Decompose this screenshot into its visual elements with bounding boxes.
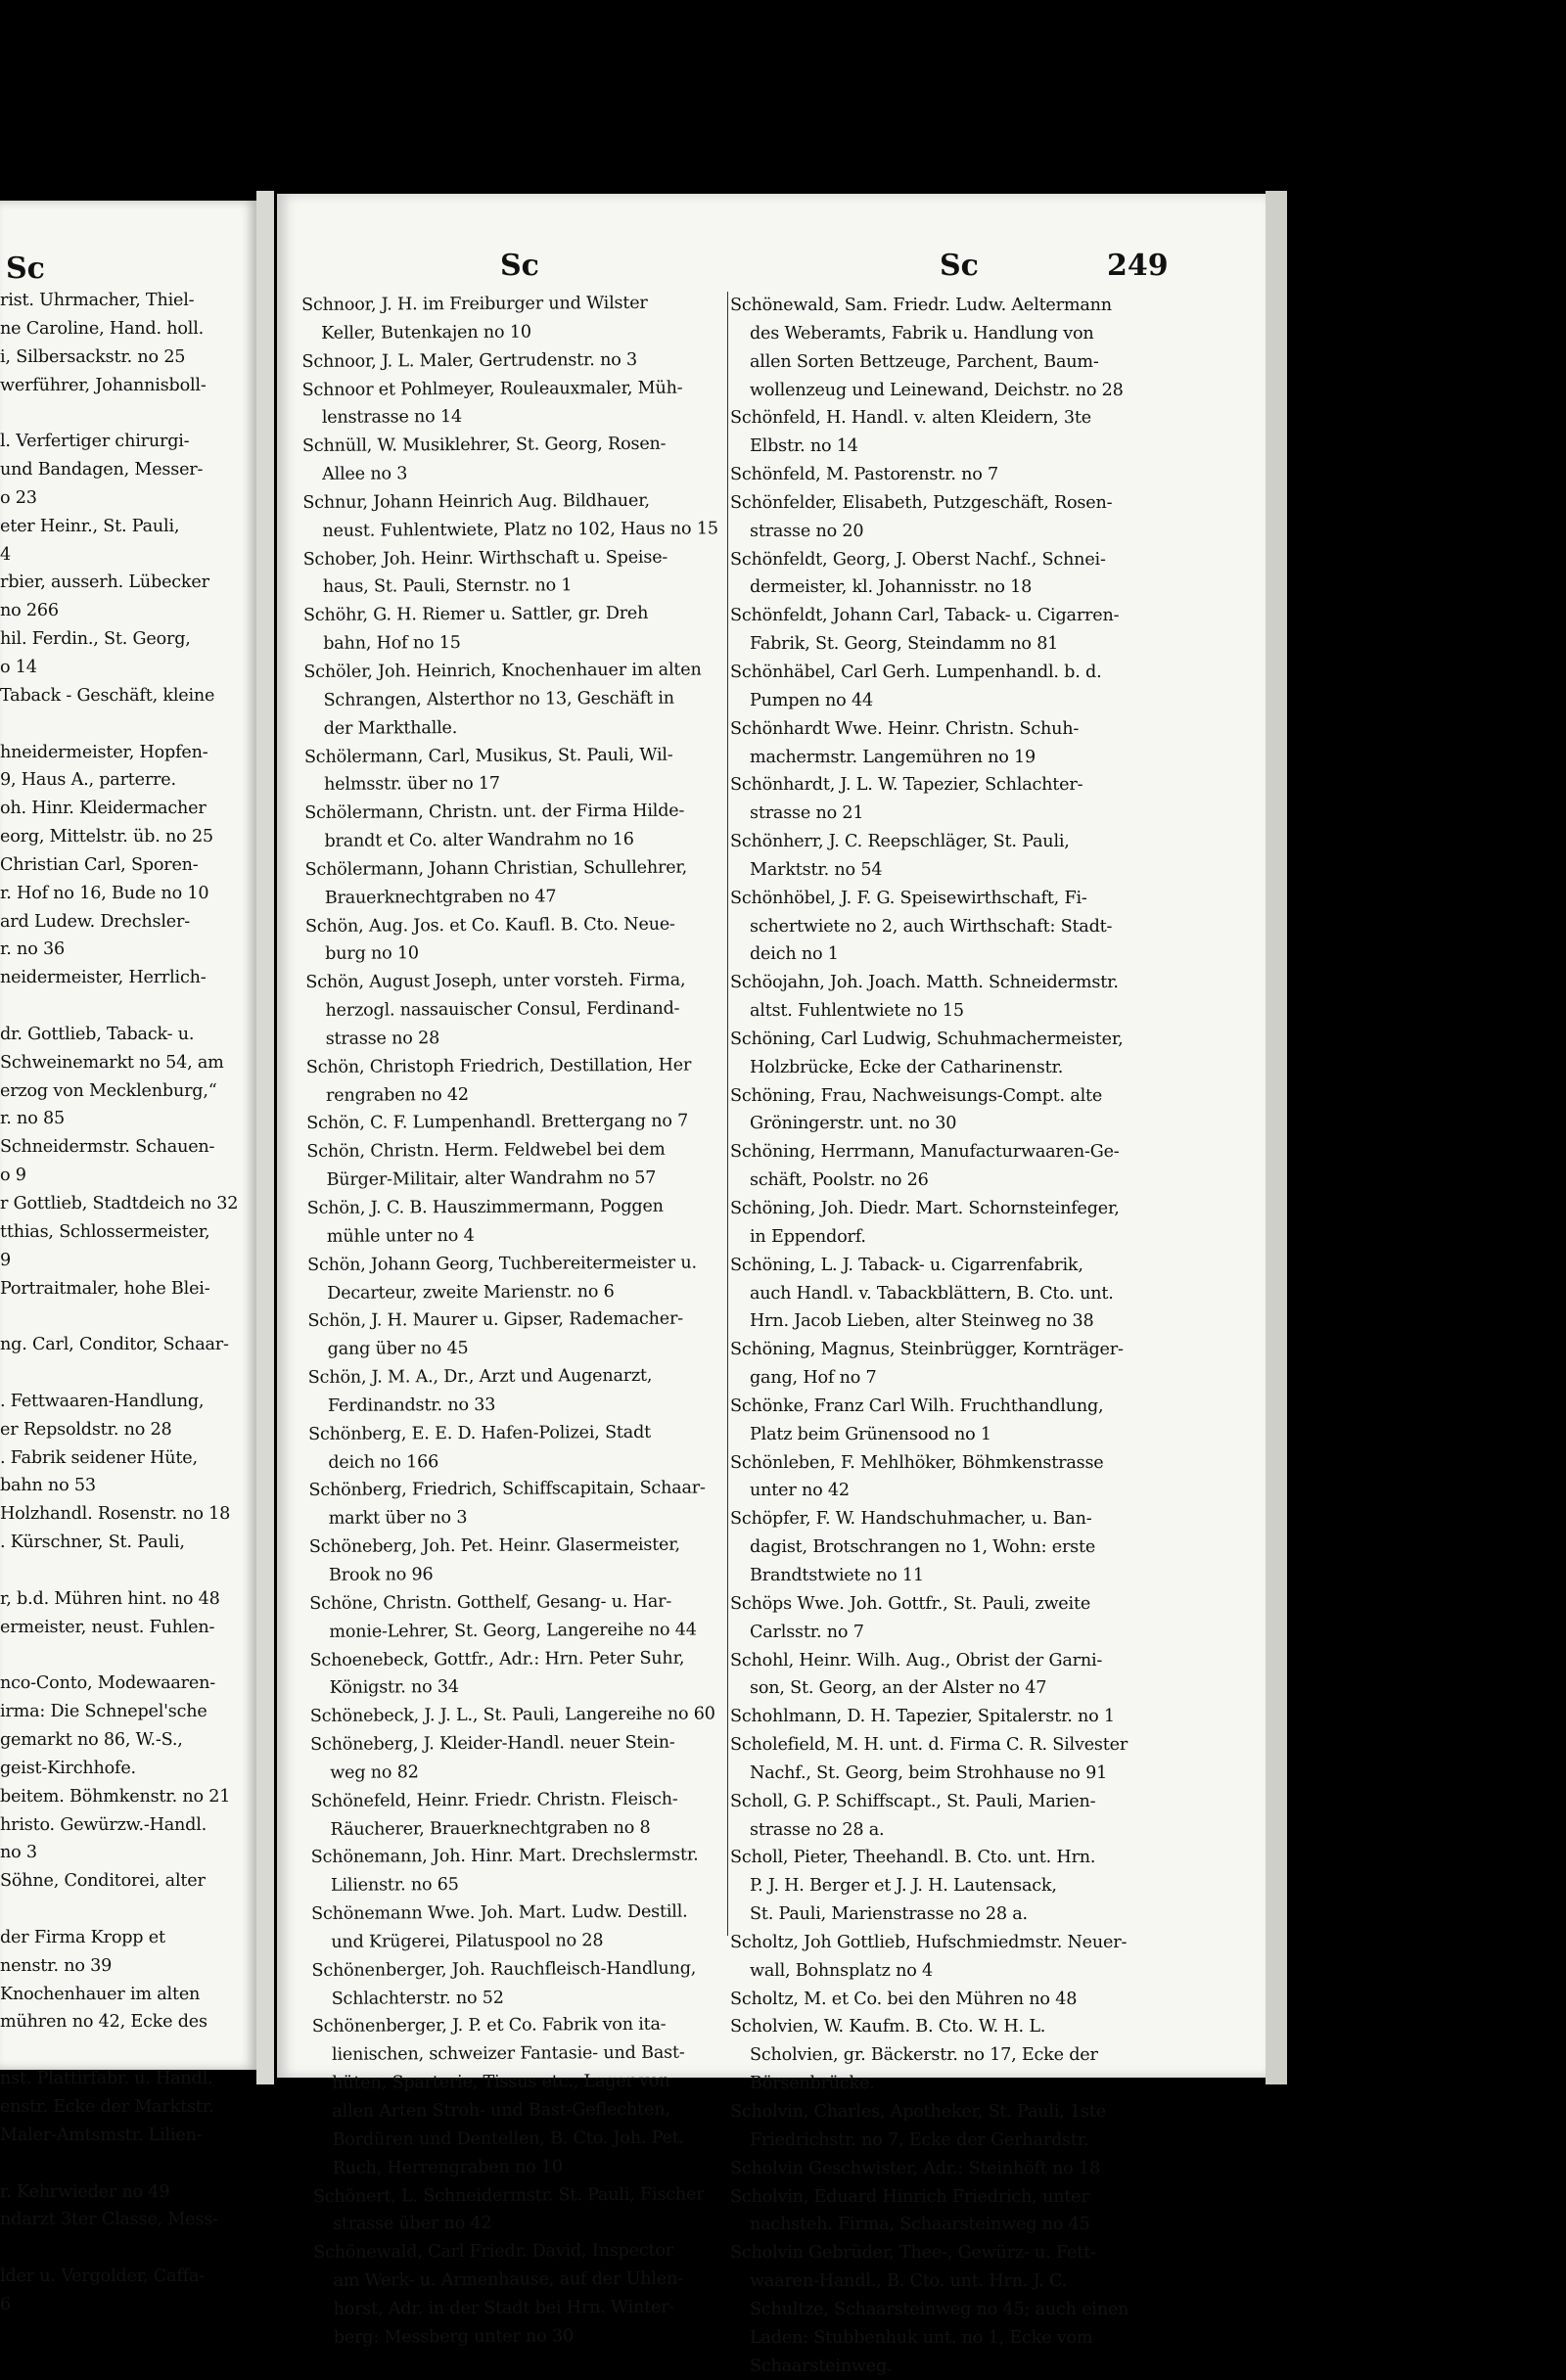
entry-line: machermstr. Langemühren no 19	[750, 747, 1036, 767]
left-page-line: Maler-Amtsmstr. Lilien-	[0, 2125, 203, 2145]
left-page-line: erzog von Mecklenburg,“	[0, 1080, 217, 1101]
left-page-line	[0, 2037, 256, 2065]
directory-entry	[730, 1844, 1249, 1929]
entry-line: Schönhöbel, J. F. G. Speisewirthschaft, Fi-	[730, 888, 1087, 908]
entry-line: helmsstr. über no 17	[324, 774, 500, 796]
entry-line: Schölermann, Johann Christian, Schullehrer,	[304, 857, 688, 880]
directory-entry	[310, 1785, 756, 1844]
entry-line: Schölermann, Christn. unt. der Firma Hilde-	[304, 801, 685, 824]
left-page-line: o 9	[0, 1166, 26, 1186]
entry-line: Schöning, Carl Ludwig, Schuhmachermeister,	[730, 1029, 1124, 1049]
entry-line: neust. Fuhlentwiete, Platz no 102, Haus no 15	[322, 519, 718, 541]
directory-entry	[310, 1728, 756, 1787]
left-page-line: . Kürschner, St. Pauli,	[0, 1533, 185, 1553]
entry-line: Friedrichstr. no 7, Ecke der Gerhardstr.	[750, 2129, 1089, 2150]
column-divider	[727, 292, 728, 1936]
entry-line: Schönefeld, Heinr. Friedr. Christn. Fleisch-	[310, 1789, 678, 1811]
directory-entry	[730, 1138, 1249, 1195]
entry-line: Schöpfer, F. W. Handschuhmacher, u. Ban-	[730, 1509, 1092, 1530]
left-page-line	[0, 1557, 256, 1585]
directory-entry	[307, 1192, 753, 1251]
left-page-line: r. no 85	[0, 1109, 65, 1129]
entry-line: Lilienstr. no 65	[330, 1875, 459, 1897]
entry-line: Scholl, G. P. Schiffscapt., St. Pauli, Marien-	[730, 1791, 1096, 1811]
left-page-line: nst. Plattirfabr. u. Handl.	[0, 2069, 213, 2089]
entry-line: Carlsstr. no 7	[750, 1622, 864, 1642]
entry-line: Räucherer, Brauerknechtgraben no 8	[330, 1817, 651, 1840]
entry-line: Platz beim Grünensood no 1	[750, 1424, 991, 1444]
directory-entry	[730, 292, 1249, 404]
directory-entry	[302, 486, 748, 545]
directory-entry	[730, 1505, 1249, 1590]
entry-line: Scholtz, Joh Gottlieb, Hufschmiedmstr. Neuer-	[730, 1932, 1128, 1952]
entry-line: Schöne, Christn. Gotthelf, Gesang- u. Har-	[309, 1591, 672, 1614]
directory-entry	[730, 969, 1249, 1026]
directory-entry	[730, 546, 1249, 603]
entry-line: Schnoor et Pohlmeyer, Rouleauxmaler, Müh-	[301, 378, 683, 400]
directory-entry	[730, 1449, 1249, 1506]
left-page-line: Schneidermstr. Schauen-	[0, 1137, 215, 1158]
directory-entry	[304, 741, 750, 800]
left-page-line: r. Kehrwieder no 49	[0, 2181, 170, 2202]
directory-entry	[730, 404, 1249, 461]
entry-line: markt über no 3	[328, 1508, 468, 1530]
entry-line: Schoenebeck, Gottfr., Adr.: Hrn. Peter Suhr,	[309, 1648, 685, 1671]
left-page-line	[0, 399, 256, 428]
entry-line: Schnur, Johann Heinrich Aug. Bildhauer,	[302, 490, 650, 513]
entry-line: mühle unter no 4	[326, 1225, 475, 1247]
entry-line: Holzbrücke, Ecke der Catharinenstr.	[750, 1057, 1064, 1077]
left-page-line: lder u. Vergolder, Caffa-	[0, 2266, 205, 2287]
entry-line: Schönherr, J. C. Reepschläger, St. Pauli,	[730, 832, 1070, 852]
entry-line: Schönhäbel, Carl Gerh. Lumpenhandl. b. d.	[730, 662, 1102, 682]
left-page-line: neidermeister, Herrlich-	[0, 968, 207, 988]
left-page-line: ndarzt 3ter Classe, Mess-	[0, 2210, 218, 2230]
entry-line: horst, Adr. in der Stadt bei Hrn. Winter-	[333, 2297, 675, 2319]
entry-line: lienischen, schweizer Fantasie- und Bast-	[331, 2042, 685, 2066]
entry-line: Schönfelder, Elisabeth, Putzgeschäft, Rosen-	[730, 492, 1113, 513]
entry-line: Schnoor, J. L. Maler, Gertrudenstr. no 3	[301, 349, 638, 372]
directory-entry	[303, 599, 749, 658]
entry-line: Gröningerstr. unt. no 30	[750, 1114, 957, 1134]
entry-line: Marktstr. no 54	[750, 859, 883, 880]
left-page	[0, 201, 256, 2314]
directory-entry	[730, 1647, 1249, 1704]
left-page-line: no 3	[0, 1843, 37, 1863]
entry-line: altst. Fuhlentwiete no 15	[750, 1001, 964, 1022]
entry-line: deich no 1	[750, 944, 839, 965]
entry-line: Brook no 96	[328, 1565, 434, 1585]
left-page-line	[0, 1642, 256, 1671]
left-page-line: Taback - Geschäft, kleine	[0, 685, 215, 706]
entry-line: waaren-Handl., B. Cto. unt. Hrn. J. C.	[750, 2271, 1067, 2292]
directory-entry	[730, 659, 1249, 715]
entry-line: am Werk- u. Armenhause, auf der Uhlen-	[333, 2268, 683, 2291]
left-page-line: Holzhandl. Rosenstr. no 18	[0, 1504, 231, 1525]
directory-entry	[309, 1531, 755, 1589]
directory-entry	[301, 345, 747, 377]
left-page-line: . Fettwaaren-Handlung,	[0, 1391, 205, 1411]
left-page-line: geist-Kirchhofe.	[0, 1758, 136, 1778]
directory-entry	[304, 797, 750, 855]
entry-line: strasse no 28 a.	[750, 1819, 885, 1840]
entry-line: Scholl, Pieter, Theehandl. B. Cto. unt. Hrn.	[730, 1848, 1096, 1868]
entry-line: Schön, August Joseph, unter vorsteh. Firma,	[305, 970, 686, 993]
entry-line: Schlachterstr. no 52	[331, 1988, 504, 2009]
directory-entry	[306, 1108, 752, 1139]
directory-entry	[305, 910, 751, 969]
left-page-line: mühren no 42, Ecke des	[0, 2012, 207, 2033]
entry-line: Schultze, Schaarsteinweg no 45; auch einen	[750, 2299, 1129, 2319]
entry-line: Schöhr, G. H. Riemer u. Sattler, gr. Dreh	[302, 604, 649, 626]
entry-line: Börsenbrücke.	[750, 2074, 875, 2094]
entry-line: Scholvien, gr. Bäckerstr. no 17, Ecke der	[750, 2045, 1098, 2066]
entry-line: Scholvin, Eduard Hinrich Friedrich, unter	[730, 2186, 1089, 2207]
entry-line: St. Pauli, Marienstrasse no 28 a.	[750, 1904, 1028, 1925]
entry-line: brandt et Co. alter Wandrahm no 16	[324, 829, 634, 851]
directory-entry	[730, 1703, 1249, 1731]
directory-entry	[313, 2236, 760, 2352]
entry-line: Schön, J. H. Maurer u. Gipser, Rademacher-	[307, 1309, 683, 1332]
left-page-line: Knochenhauer im alten	[0, 1984, 201, 2004]
directory-entry	[310, 1700, 756, 1731]
left-page-line: rbier, ausserh. Lübecker	[0, 572, 209, 593]
directory-entry	[730, 2239, 1249, 2380]
directory-entry	[730, 1590, 1249, 1647]
left-page-line: Portraitmaler, hohe Blei-	[0, 1278, 210, 1299]
entry-line: Schön, J. M. A., Dr., Arzt und Augenarzt,	[307, 1365, 653, 1389]
directory-entry	[307, 1249, 753, 1307]
directory-entry	[730, 602, 1249, 659]
left-page-line: und Bandagen, Messer-	[0, 460, 204, 481]
directory-entry	[311, 1954, 757, 2013]
entry-line: Schön, J. C. B. Hauszimmermann, Poggen	[306, 1196, 664, 1218]
entry-line: deich no 166	[328, 1451, 439, 1473]
directory-entry	[313, 2180, 759, 2239]
left-page-line: Christian Carl, Sporen-	[0, 854, 199, 875]
entry-line: Hrn. Jacob Lieben, alter Steinweg no 38	[750, 1311, 1094, 1332]
left-page-line: rist. Uhrmacher, Thiel-	[0, 291, 195, 310]
entry-line: wollenzeug und Leinewand, Deichstr. no 28	[750, 380, 1124, 400]
left-page-line: beitem. Böhmkenstr. no 21	[0, 1786, 231, 1807]
entry-line: Scholefield, M. H. unt. d. Firma C. R. Silvester	[730, 1735, 1128, 1756]
right-page	[277, 194, 1266, 2376]
directory-entry	[302, 374, 748, 433]
directory-entry	[312, 2011, 759, 2183]
entry-line: Schaarsteinweg.	[750, 2356, 893, 2376]
left-page-line	[0, 1359, 256, 1388]
directory-entry	[730, 2183, 1249, 2240]
entry-line: Elbstr. no 14	[750, 436, 858, 457]
entry-line: Schöneberg, J. Kleider-Handl. neuer Stein-	[310, 1732, 675, 1756]
entry-line: Schön, Johann Georg, Tuchbereitermeister u.	[307, 1253, 697, 1275]
entry-line: strasse no 21	[750, 803, 864, 824]
directory-entry	[311, 1898, 757, 1956]
left-page-line: i, Silbersackstr. no 25	[0, 346, 186, 367]
entry-line: P. J. H. Berger et J. J. H. Lautensack,	[750, 1876, 1057, 1897]
entry-line: dagist, Brotschrangen no 1, Wohn: erste	[750, 1537, 1096, 1558]
directory-entry	[730, 715, 1249, 772]
entry-line: wall, Bohnsplatz no 4	[750, 1960, 934, 1981]
left-page-line: 4	[0, 544, 11, 565]
left-page-column	[0, 287, 256, 2319]
directory-column-1	[301, 289, 760, 2352]
directory-entry	[307, 1305, 753, 1364]
directory-entry	[305, 853, 751, 912]
entry-line: herzogl. nassauischer Consul, Ferdinand-	[325, 998, 680, 1021]
entry-line: gang, Hof no 7	[750, 1368, 877, 1389]
entry-line: Schohlmann, D. H. Tapezier, Spitalerstr. no 1	[730, 1707, 1115, 1727]
directory-entry	[311, 1842, 757, 1900]
left-page-line: oh. Hinr. Kleidermacher	[0, 799, 207, 819]
entry-line: gang über no 45	[327, 1339, 469, 1360]
left-page-line: r Gottlieb, Stadtdeich no 32	[0, 1194, 239, 1213]
entry-line: Schöning, L. J. Taback- u. Cigarrenfabrik,	[730, 1255, 1083, 1275]
entry-line: Keller, Butenkajen no 10	[321, 322, 531, 343]
entry-line: Schöneberg, Joh. Pet. Heinr. Glasermeister,	[308, 1534, 680, 1558]
entry-line: Scholvin Geschwister, Adr.: Steinhöft no 18	[730, 2158, 1100, 2178]
entry-line: Schober, Joh. Heinr. Wirthschaft u. Speise-	[302, 547, 668, 570]
directory-entry	[730, 2013, 1249, 2098]
directory-entry	[730, 2155, 1249, 2183]
entry-line: berg: Messberg unter no 30	[333, 2326, 574, 2348]
entry-line: Schönewald, Sam. Friedr. Ludw. Aeltermann	[730, 296, 1112, 315]
left-page-line: l. Verfertiger chirurgi-	[0, 432, 190, 452]
entry-line: Schönert, L. Schneidermstr. St. Pauli, Fischer	[312, 2184, 705, 2207]
entry-line: Brauerknechtgraben no 47	[324, 887, 557, 908]
left-page-line: gemarkt no 86, W.-S.,	[0, 1730, 183, 1751]
entry-line: Schön, Christn. Herm. Feldwebel bei dem	[306, 1140, 666, 1163]
left-page-line: Schweinemarkt no 54, am	[0, 1052, 224, 1073]
directory-entry	[308, 1475, 754, 1533]
directory-entry	[309, 1644, 755, 1703]
left-page-edge	[256, 191, 274, 2084]
entry-line: Schnüll, W. Musiklehrer, St. Georg, Rosen-	[301, 434, 667, 457]
left-page-line: werführer, Johannisboll-	[0, 375, 207, 395]
entry-line: Brandtstwiete no 11	[750, 1565, 924, 1585]
left-page-line	[0, 992, 256, 1021]
left-page-line: r. Hof no 16, Bude no 10	[0, 883, 209, 903]
left-page-line: 9, Haus A., parterre.	[0, 770, 176, 791]
left-page-line: Söhne, Conditorei, alter	[0, 1871, 206, 1892]
left-page-line: . Fabrik seidener Hüte,	[0, 1447, 198, 1468]
left-page-line: ng. Carl, Conditor, Schaar-	[0, 1335, 229, 1355]
entry-line: auch Handl. v. Tabackblättern, B. Cto. unt.	[750, 1283, 1114, 1304]
directory-entry	[730, 885, 1249, 970]
left-page-line	[0, 2150, 256, 2178]
entry-line: Ferdinandstr. no 33	[327, 1395, 496, 1416]
directory-entry	[730, 1195, 1249, 1252]
entry-line: in Eppendorf.	[750, 1226, 866, 1247]
directory-entry	[730, 1026, 1249, 1082]
left-page-line: dr. Gottlieb, Taback- u.	[0, 1024, 195, 1044]
left-page-line: o 23	[0, 487, 37, 508]
entry-line: Schöning, Frau, Nachweisungs-Compt. alte	[730, 1085, 1103, 1106]
left-page-line: nenstr. no 39	[0, 1955, 113, 1976]
entry-line: Scholvien, W. Kaufm. B. Cto. W. H. L.	[730, 2017, 1046, 2037]
entry-line: Schölermann, Carl, Musikus, St. Pauli, Wil-	[303, 745, 673, 767]
entry-line: Schön, Aug. Jos. et Co. Kaufl. B. Cto. Neue-	[304, 914, 675, 937]
entry-line: Schöning, Herrmann, Manufacturwaaren-Ge-	[730, 1142, 1120, 1163]
entry-line: Schönemann Wwe. Joh. Mart. Ludw. Destill.	[311, 1901, 688, 1925]
left-page-line: ermeister, neust. Fuhlen-	[0, 1617, 215, 1637]
directory-entry	[730, 1252, 1249, 1337]
entry-line: Schönebeck, J. J. L., St. Pauli, Langereihe no 60	[309, 1704, 715, 1727]
entry-line: Schön, C. F. Lumpenhandl. Brettergang no 7	[306, 1112, 689, 1134]
directory-entry	[303, 656, 750, 743]
entry-line: Schön, Christoph Friedrich, Destillation, Her	[305, 1055, 692, 1077]
directory-entry	[303, 543, 749, 602]
entry-line: nachsteh. Firma, Schaarsteinweg no 45	[750, 2215, 1090, 2235]
entry-line: burg no 10	[325, 943, 419, 965]
entry-line: dermeister, kl. Johannisstr. no 18	[750, 577, 1033, 598]
directory-entry	[305, 966, 752, 1053]
entry-line: Nachf., St. Georg, beim Strohhause no 91	[750, 1762, 1108, 1783]
entry-line: monie-Lehrer, St. Georg, Langereihe no 44	[329, 1620, 697, 1642]
entry-line: Schönberg, Friedrich, Schiffscapitain, Schaar-	[308, 1478, 706, 1501]
entry-line: Schöler, Joh. Heinrich, Knochenhauer im alten	[303, 660, 702, 682]
left-page-line: o 14	[0, 657, 37, 677]
entry-line: Schönenberger, J. P. et Co. Fabrik von ita-	[311, 2015, 667, 2037]
left-page-line	[0, 1303, 256, 1331]
entry-line: schertwiete no 2, auch Wirthschaft: Stadt-	[750, 916, 1113, 937]
left-page-line: eorg, Mittelstr. üb. no 25	[0, 827, 213, 847]
directory-entry	[306, 1136, 752, 1195]
directory-entry	[730, 1393, 1249, 1449]
entry-line: Schönleben, F. Mehlhöker, Böhmkenstrasse	[730, 1452, 1104, 1473]
directory-entry	[309, 1587, 755, 1646]
entry-line: Scholvin Gebrüder, Thee-, Gewürz- u. Fett-	[730, 2243, 1096, 2264]
entry-line: Schönfeldt, Johann Carl, Taback- u. Cigarren-	[730, 606, 1120, 626]
left-page-line: nco-Conto, Modewaaren-	[0, 1673, 215, 1694]
left-page-line: hil. Ferdin., St. Georg,	[0, 629, 191, 650]
entry-line: Bordüren und Dentellen, B. Cto. Joh. Pet.	[332, 2128, 685, 2150]
entry-line: allen Arten Stroh- und Bast-Geflechten,	[332, 2099, 670, 2122]
entry-line: Schönemann, Joh. Hinr. Mart. Drechslermstr.	[310, 1845, 699, 1868]
left-page-line: der Firma Kropp et	[0, 1927, 165, 1947]
entry-line: Schohl, Heinr. Wilh. Aug., Obrist der Garni-	[730, 1650, 1103, 1671]
directory-entry	[301, 289, 747, 347]
left-page-line: enstr. Ecke der Marktstr.	[0, 2097, 214, 2117]
entry-line: strasse no 28	[325, 1029, 440, 1049]
directory-entry	[306, 1051, 752, 1110]
entry-line: son, St. Georg, an der Alster no 47	[750, 1678, 1047, 1699]
entry-line: bahn, Hof no 15	[323, 633, 461, 654]
left-page-line: hneidermeister, Hopfen-	[0, 742, 208, 762]
entry-line: Schöning, Magnus, Steinbrügger, Kornträger-	[730, 1340, 1124, 1360]
entry-line: Schönfeldt, Georg, J. Oberst Nachf., Schnei-	[730, 549, 1106, 570]
directory-entry	[730, 1731, 1249, 1788]
entry-line: haus, St. Pauli, Sternstr. no 1	[322, 575, 573, 598]
entry-line: Scholtz, M. et Co. bei den Mühren no 48	[730, 1989, 1078, 2009]
left-page-line: bahn no 53	[0, 1476, 96, 1496]
entry-line: Schönewald, Carl Friedr. David, Inspector	[313, 2240, 673, 2264]
right-page-header-left: Sc	[500, 249, 539, 283]
entry-line: unter no 42	[750, 1481, 850, 1501]
entry-line: weg no 82	[330, 1762, 419, 1783]
entry-line: lenstrasse no 14	[321, 407, 462, 429]
directory-entry	[730, 1986, 1249, 2014]
left-page-line: irma: Die Schnepel'sche	[0, 1702, 207, 1722]
left-page-line: hristo. Gewürzw.-Handl.	[0, 1814, 207, 1835]
left-page-line	[0, 710, 256, 739]
directory-entry	[730, 771, 1249, 828]
entry-line: Decarteur, zweite Marienstr. no 6	[327, 1281, 615, 1304]
left-page-line: 6	[0, 2294, 11, 2314]
entry-line: Schönke, Franz Carl Wilh. Fruchthandlung,	[730, 1396, 1104, 1416]
right-page-header-center: Sc	[940, 249, 979, 283]
entry-line: Bürger-Militair, alter Wandrahm no 57	[326, 1167, 657, 1191]
entry-line: Fabrik, St. Georg, Steindamm no 81	[750, 634, 1059, 655]
entry-line: Schöning, Joh. Diedr. Mart. Schornsteinfeger,	[730, 1199, 1120, 1218]
left-page-header: Sc	[6, 252, 45, 286]
directory-column-2	[730, 292, 1249, 2380]
entry-line: Scholvin, Charles, Apotheker, St. Pauli, 1ste	[730, 2102, 1106, 2122]
entry-line: Schnoor, J. H. im Freiburger und Wilster	[301, 293, 648, 315]
entry-line: hüten, Sparterie, Tissus etc., Lager von	[332, 2071, 670, 2093]
entry-line: Schönberg, E. E. D. Hafen-Polizei, Stadt	[308, 1422, 652, 1444]
entry-line: schäft, Poolstr. no 26	[750, 1170, 929, 1191]
entry-line: allen Sorten Bettzeuge, Parchent, Baum-	[750, 351, 1099, 372]
entry-line: Schöojahn, Joh. Joach. Matth. Schneidermstr.	[730, 973, 1119, 993]
left-page-line: tthias, Schlossermeister,	[0, 1221, 210, 1242]
entry-line: Schönenberger, Joh. Rauchfleisch-Handlung,	[311, 1958, 697, 1981]
entry-line: der Markthalle.	[323, 717, 458, 739]
left-page-line: er Repsoldstr. no 28	[0, 1419, 172, 1440]
entry-line: Pumpen no 44	[750, 690, 873, 710]
right-page-edge	[1266, 191, 1287, 2084]
entry-line: strasse no 20	[750, 521, 864, 541]
left-page-line	[0, 2234, 256, 2263]
left-page-line: 9	[0, 1250, 11, 1270]
left-page-line	[0, 1896, 256, 1924]
entry-line: rengraben no 42	[325, 1084, 469, 1106]
entry-line: Laden: Stubbenhuk unt. no 1, Ecke vom	[750, 2327, 1093, 2348]
entry-line: Schönhardt Wwe. Heinr. Christn. Schuh-	[730, 718, 1080, 739]
directory-entry	[302, 430, 748, 488]
directory-entry	[730, 461, 1249, 489]
directory-entry	[730, 828, 1249, 885]
entry-line: Schönhardt, J. L. W. Tapezier, Schlachter-	[730, 775, 1083, 796]
entry-line: Schrangen, Alsterthor no 13, Geschäft in	[323, 688, 674, 710]
entry-line: strasse über no 42	[333, 2214, 492, 2235]
directory-entry	[730, 1336, 1249, 1393]
directory-entry	[730, 1082, 1249, 1139]
directory-entry	[308, 1418, 754, 1477]
entry-line: Ruch, Herrengraben no 10	[332, 2157, 563, 2178]
directory-entry	[730, 1929, 1249, 1986]
left-page-line: ne Caroline, Hand. holl.	[0, 318, 205, 339]
entry-line: Allee no 3	[322, 464, 408, 484]
left-page-line: r. no 36	[0, 939, 65, 960]
directory-entry	[730, 489, 1249, 546]
entry-line: Schönfeld, M. Pastorenstr. no 7	[730, 465, 999, 485]
entry-line: Schöps Wwe. Joh. Gottfr., St. Pauli, zweite	[730, 1593, 1091, 1614]
entry-line: des Weberamts, Fabrik u. Handlung von	[750, 323, 1094, 343]
entry-line: Königstr. no 34	[329, 1677, 459, 1699]
entry-line: Schönfeld, H. Handl. v. alten Kleidern, 3te	[730, 408, 1091, 429]
left-page-line: eter Heinr., St. Pauli,	[0, 516, 180, 536]
directory-entry	[730, 2098, 1249, 2155]
page-number: 249	[1107, 249, 1169, 283]
left-page-line: ard Ludew. Drechsler-	[0, 911, 190, 932]
directory-entry	[308, 1361, 754, 1420]
directory-entry	[730, 1788, 1249, 1845]
left-page-line: r, b.d. Mühren hint. no 48	[0, 1588, 220, 1609]
left-page-line: no 266	[0, 601, 59, 621]
entry-line: und Krügerei, Pilatuspool no 28	[331, 1931, 604, 1952]
